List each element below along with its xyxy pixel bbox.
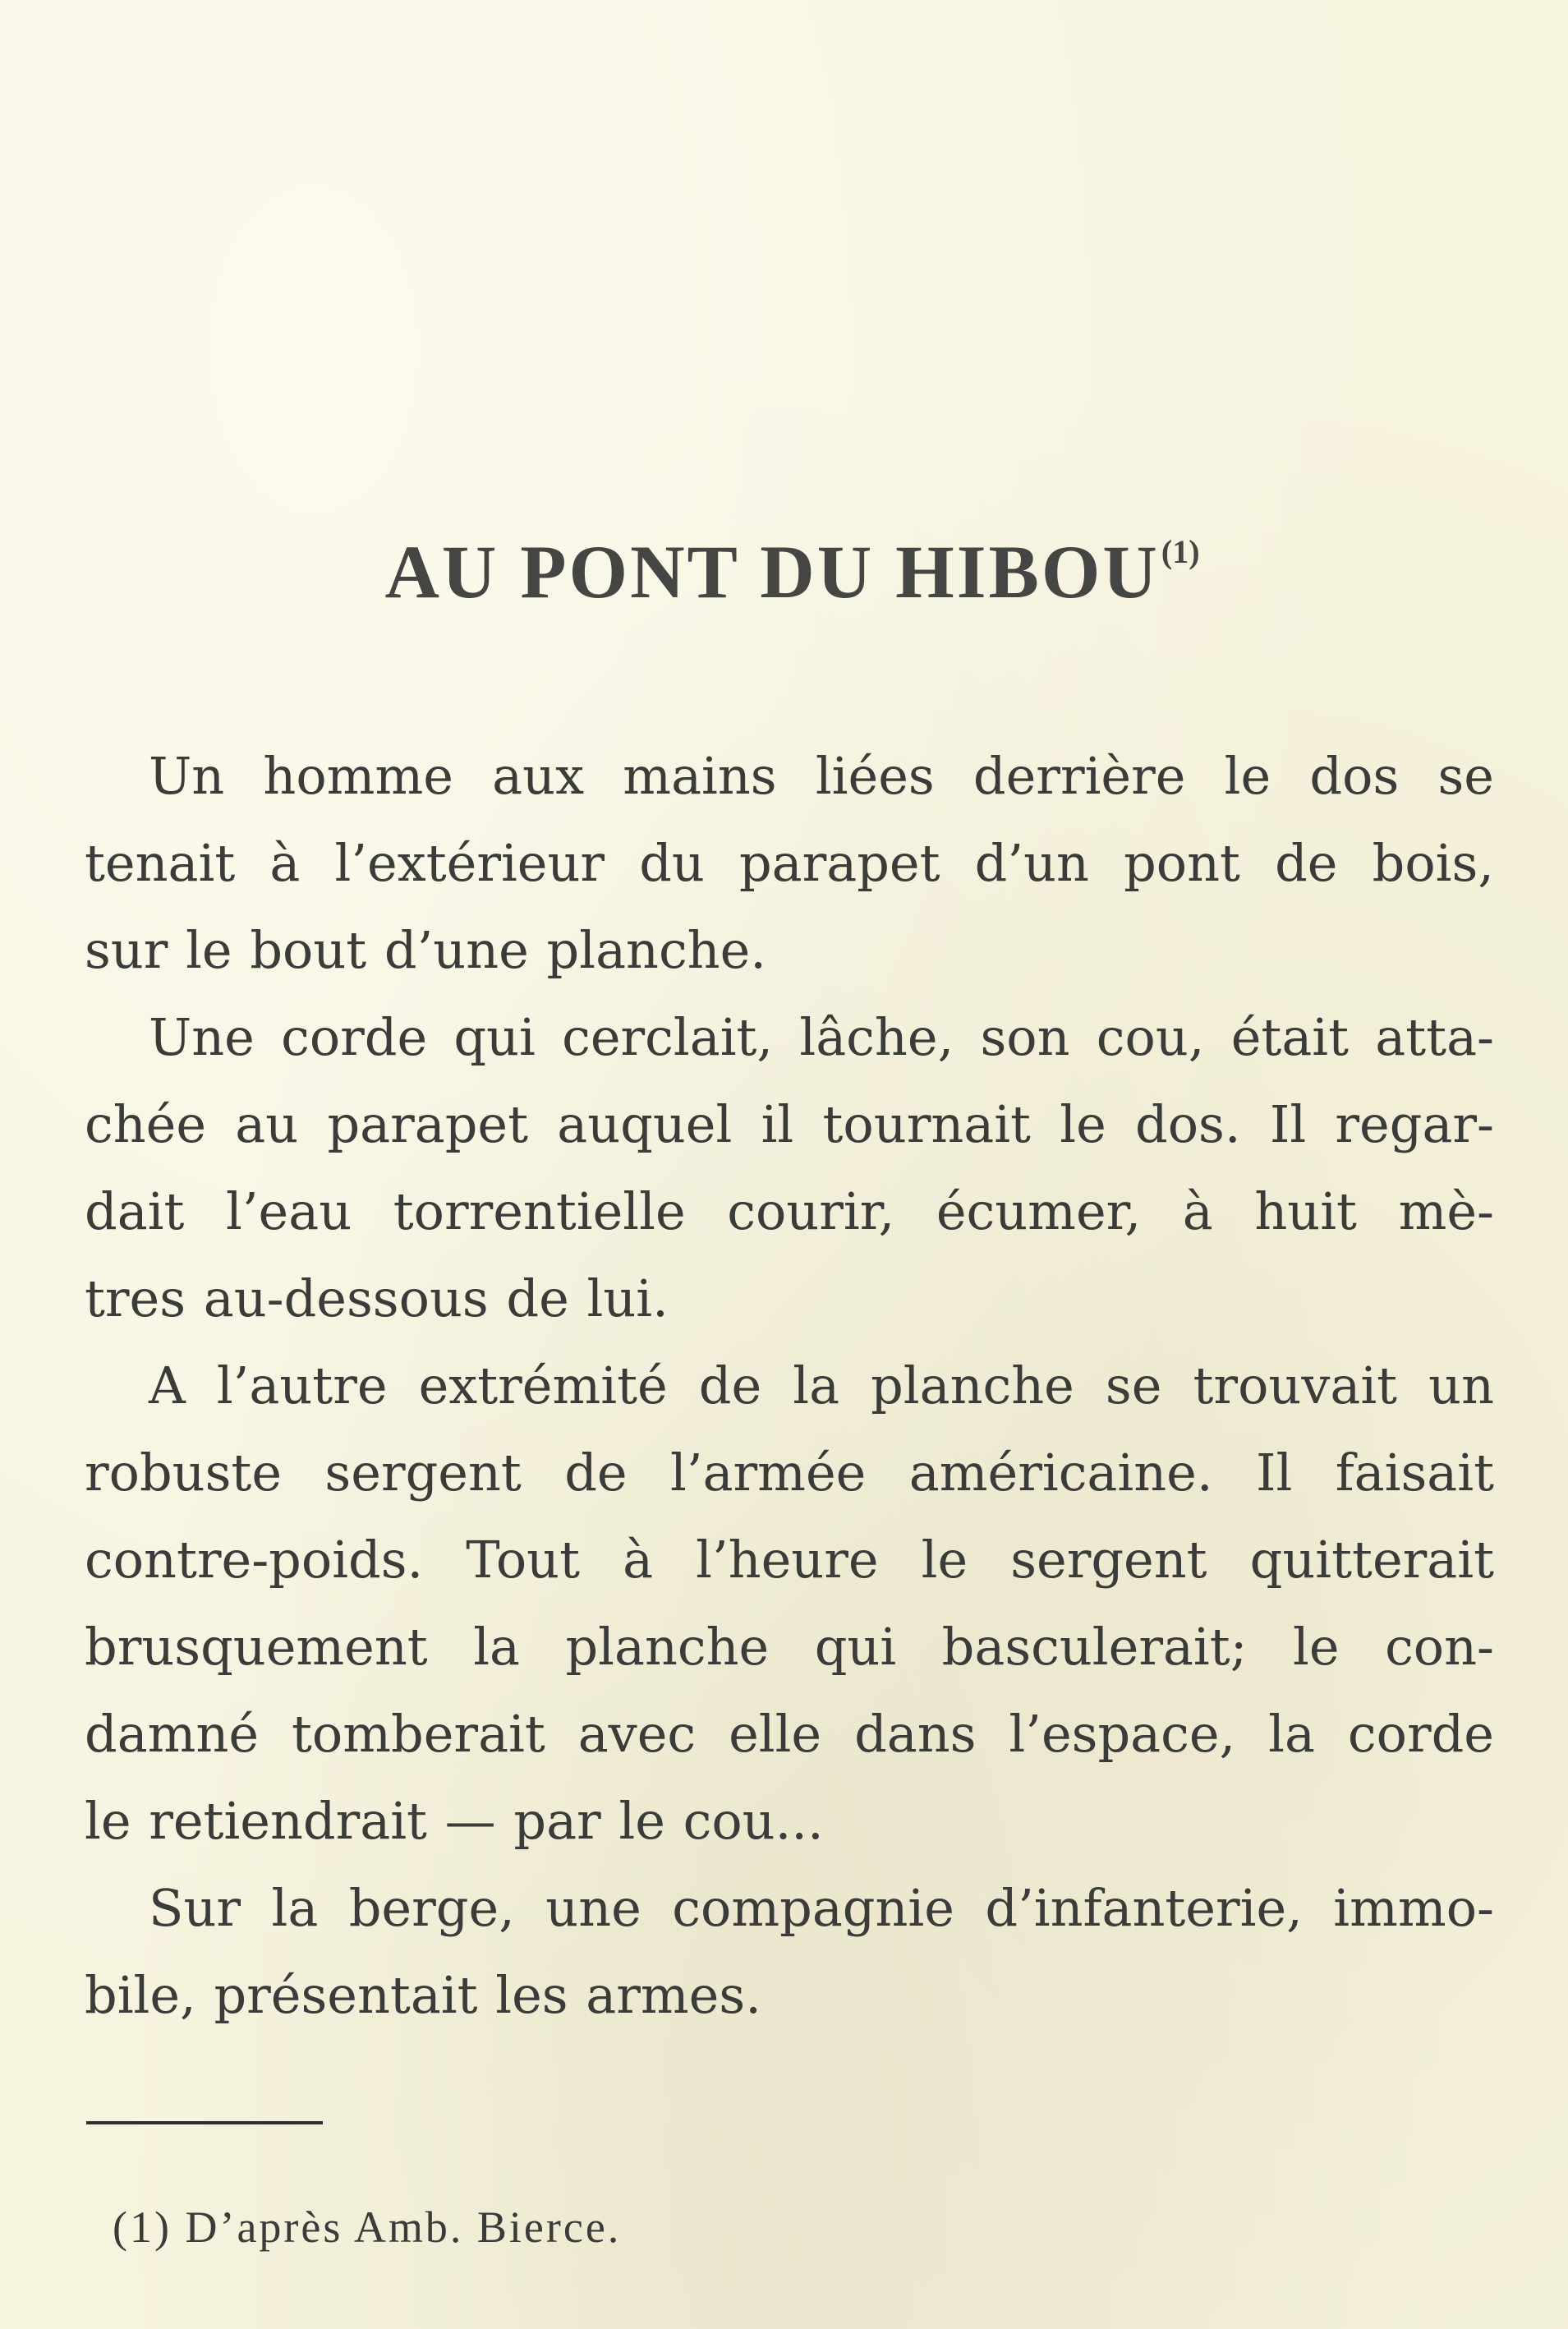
text-line: bile, présentait les armes. [85, 1965, 761, 2025]
text-line: le retiendrait — par le cou... [85, 1791, 824, 1851]
paragraph-1 [85, 733, 1494, 994]
chapter-title [0, 529, 1568, 614]
text-line: dait l’eau torrentielle courir, écumer, à huit mè- [85, 1181, 1494, 1241]
text-line: Sur la berge, une compagnie d’infanterie, immo- [149, 1878, 1494, 1938]
text-line: brusquement la planche qui basculerait; le con- [85, 1617, 1494, 1677]
text-line: sur le bout d’une planche. [85, 920, 767, 980]
paragraph-4 [85, 1865, 1494, 2039]
text-line: contre-poids. Tout à l’heure le sergent quitterait [85, 1530, 1494, 1590]
text-line: Une corde qui cerclait, lâche, son cou, était atta- [149, 1007, 1494, 1067]
body-text [85, 733, 1494, 2039]
footnote: (1) D’après Amb. Bierce. [113, 2202, 622, 2252]
text-line: tres au-dessous de lui. [85, 1268, 669, 1328]
footnote-separator [86, 2121, 323, 2124]
text-line: damné tomberait avec elle dans l’espace, la corde [85, 1704, 1494, 1764]
text-line: chée au parapet auquel il tournait le dos. Il regar- [85, 1094, 1494, 1154]
chapter-title-text: AU PONT DU HIBOU [384, 529, 1160, 614]
text-line: tenait à l’extérieur du parapet d’un pont de bois, [85, 833, 1494, 893]
footnote-marker: (1) [1161, 532, 1200, 570]
text-line: Un homme aux mains liées derrière le dos se [149, 746, 1494, 806]
text-line: robuste sergent de l’armée américaine. Il faisait [85, 1443, 1494, 1503]
paragraph-2 [85, 994, 1494, 1342]
paragraph-3 [85, 1342, 1494, 1865]
text-line: A l’autre extrémité de la planche se trouvait un [149, 1356, 1494, 1415]
